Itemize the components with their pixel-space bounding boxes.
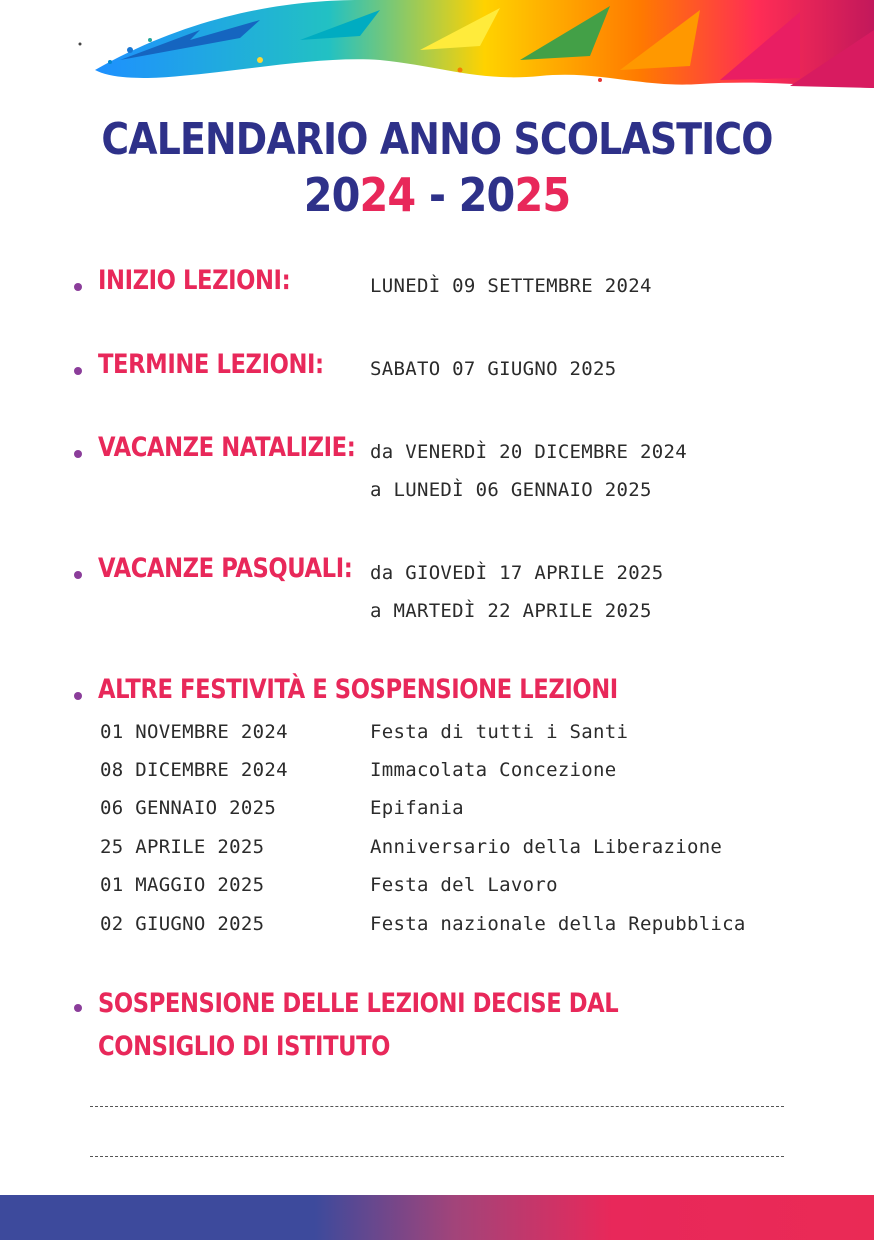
- holiday-name: Festa di tutti i Santi: [370, 721, 629, 743]
- paint-splash-banner: [0, 0, 874, 92]
- bullet-icon: [74, 1004, 82, 1012]
- page-title: [0, 112, 874, 222]
- bullet-icon: [74, 692, 82, 700]
- section-inizio-lezioni: [72, 265, 832, 305]
- year-b-suffix: 25: [514, 168, 571, 222]
- list-item: [100, 836, 800, 866]
- section-vacanze-pasquali: [72, 553, 832, 633]
- list-item: [100, 759, 800, 789]
- termine-label: TERMINE LEZIONI:: [98, 349, 324, 380]
- footer-gradient-bar: [0, 1195, 874, 1240]
- holiday-name: Festa nazionale della Repubblica: [370, 913, 746, 935]
- list-item: [100, 797, 800, 827]
- holiday-name: Anniversario della Liberazione: [370, 836, 723, 858]
- pasquali-from: da GIOVEDÌ 17 APRILE 2025: [370, 562, 664, 584]
- holiday-date: 01 MAGGIO 2025: [100, 874, 265, 896]
- bullet-icon: [74, 450, 82, 458]
- section-consiglio-istituto: [72, 982, 832, 1072]
- holiday-date: 01 NOVEMBRE 2024: [100, 721, 288, 743]
- blank-line-2: [90, 1156, 784, 1157]
- consiglio-label: SOSPENSIONE DELLE LEZIONI DECISE DAL CONSIGLIO DI ISTITUTO: [98, 988, 619, 1062]
- holiday-name: Festa del Lavoro: [370, 874, 558, 896]
- year-separator: -: [415, 168, 459, 222]
- natalizie-label: VACANZE NATALIZIE:: [98, 432, 356, 463]
- title-line-2: [44, 168, 831, 222]
- natalizie-to: a LUNEDÌ 06 GENNAIO 2025: [370, 479, 652, 501]
- inizio-label: INIZIO LEZIONI:: [98, 265, 291, 296]
- holiday-date: 08 DICEMBRE 2024: [100, 759, 288, 781]
- section-vacanze-natalizie: [72, 432, 832, 512]
- blank-line-1: [90, 1106, 784, 1107]
- year-b-prefix: 20: [458, 168, 515, 222]
- list-item: [100, 913, 800, 943]
- year-a-prefix: 20: [303, 168, 360, 222]
- section-termine-lezioni: [72, 349, 832, 389]
- natalizie-from: da VENERDÌ 20 DICEMBRE 2024: [370, 441, 687, 463]
- holiday-name: Immacolata Concezione: [370, 759, 617, 781]
- list-item: [100, 721, 800, 751]
- inizio-value: LUNEDÌ 09 SETTEMBRE 2024: [370, 275, 652, 297]
- termine-value: SABATO 07 GIUGNO 2025: [370, 358, 617, 380]
- title-line-1: CALENDARIO ANNO SCOLASTICO: [101, 114, 773, 165]
- pasquali-to: a MARTEDÌ 22 APRILE 2025: [370, 600, 652, 622]
- bullet-icon: [74, 571, 82, 579]
- holiday-date: 25 APRILE 2025: [100, 836, 265, 858]
- section-altre-festivita: [72, 674, 832, 944]
- year-a-suffix: 24: [359, 168, 416, 222]
- pasquali-label: VACANZE PASQUALI:: [98, 553, 353, 584]
- list-item: [100, 874, 800, 904]
- holiday-name: Epifania: [370, 797, 464, 819]
- altre-label: ALTRE FESTIVITÀ E SOSPENSIONE LEZIONI: [98, 674, 618, 705]
- bullet-icon: [74, 367, 82, 375]
- holiday-date: 02 GIUGNO 2025: [100, 913, 265, 935]
- bullet-icon: [74, 283, 82, 291]
- holiday-date: 06 GENNAIO 2025: [100, 797, 277, 819]
